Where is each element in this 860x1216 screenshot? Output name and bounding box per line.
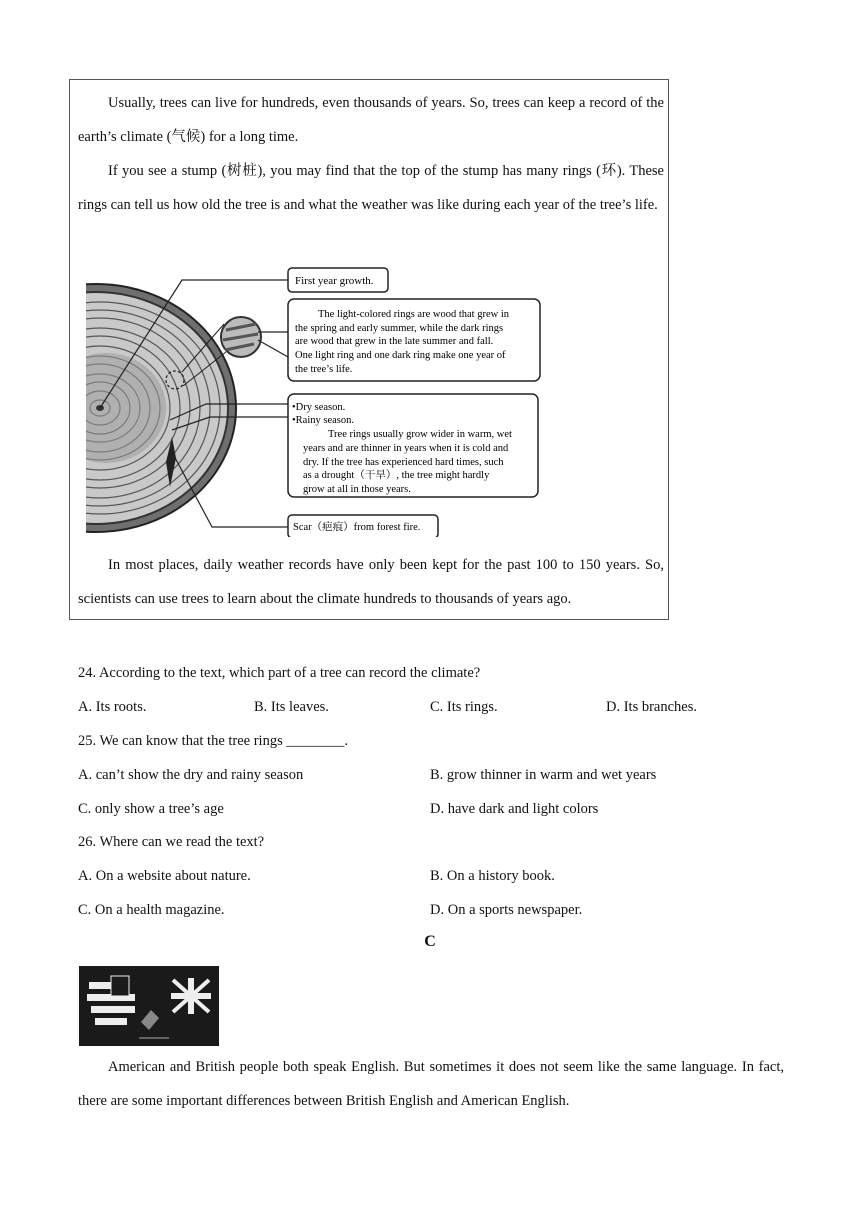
q25-option-a: A. can’t show the dry and rainy season bbox=[78, 767, 304, 783]
q25-option-b: B. grow thinner in warm and wet years bbox=[430, 767, 657, 783]
question-25-stem: 25. We can know that the tree rings ________. bbox=[78, 733, 348, 749]
q25-option-d: D. have dark and light colors bbox=[430, 801, 599, 817]
season-line: •Rainy season. bbox=[292, 415, 355, 426]
rings-note-line: The light-colored rings are wood that grew in bbox=[318, 309, 509, 320]
width-note-line: as a drought（干旱）, the tree might hardly bbox=[303, 470, 490, 481]
flags-image bbox=[79, 966, 219, 1046]
passage-paragraph-3: In most places, daily weather records have only been kept for the past 100 to 150 years. So, scientists can use trees to learn about the climate hundreds to thousands of years ago. bbox=[78, 557, 664, 607]
scar-label: Scar（疤痕）from forest fire. bbox=[293, 522, 421, 533]
width-note-line: Tree rings usually grow wider in warm, wet bbox=[328, 429, 512, 440]
width-note-line: grow at all in those years. bbox=[303, 484, 411, 495]
width-note-line: years and are thinner in years when it is cold and bbox=[303, 443, 509, 454]
rings-note-line: are wood that grew in the late summer and fall. bbox=[295, 336, 494, 347]
stump-image bbox=[86, 284, 236, 532]
section-c-heading: C bbox=[424, 933, 436, 950]
q24-option-c: C. Its rings. bbox=[430, 699, 498, 715]
q25-option-c: C. only show a tree’s age bbox=[78, 801, 224, 817]
rings-note-line: the tree’s life. bbox=[295, 364, 353, 375]
tree-ring-diagram bbox=[86, 262, 546, 537]
rings-note-line: One light ring and one dark ring make one year of bbox=[295, 350, 506, 361]
passage-paragraph-2: If you see a stump (树桩), you may find that the top of the stump has many rings (环). These rings can tell us how old the tree is and what the weather was like during each year of the tree’s life. bbox=[78, 163, 664, 213]
q24-option-b: B. Its leaves. bbox=[254, 699, 329, 715]
q26-option-b: B. On a history book. bbox=[430, 868, 555, 884]
q24-option-a: A. Its roots. bbox=[78, 699, 147, 715]
question-24-stem: 24. According to the text, which part of a tree can record the climate? bbox=[78, 665, 481, 681]
q26-option-a: A. On a website about nature. bbox=[78, 868, 251, 884]
rings-note-line: the spring and early summer, while the dark rings bbox=[295, 323, 504, 334]
section-c-paragraph-1: American and British people both speak English. But sometimes it does not seem like the same language. In fact, there are some important differences between British English and American English. bbox=[78, 1059, 784, 1109]
passage-paragraph-1: Usually, trees can live for hundreds, even thousands of years. So, trees can keep a record of the earth’s climate (气候) for a long time. bbox=[78, 95, 664, 145]
question-26-stem: 26. Where can we read the text? bbox=[78, 834, 265, 850]
season-line: •Dry season. bbox=[292, 402, 346, 413]
first-year-growth-label: First year growth. bbox=[295, 275, 374, 287]
q24-option-d: D. Its branches. bbox=[606, 699, 698, 715]
q26-option-c: C. On a health magazine. bbox=[78, 902, 225, 918]
width-note-line: dry. If the tree has experienced hard times, such bbox=[303, 457, 504, 468]
q26-option-d: D. On a sports newspaper. bbox=[430, 902, 583, 918]
